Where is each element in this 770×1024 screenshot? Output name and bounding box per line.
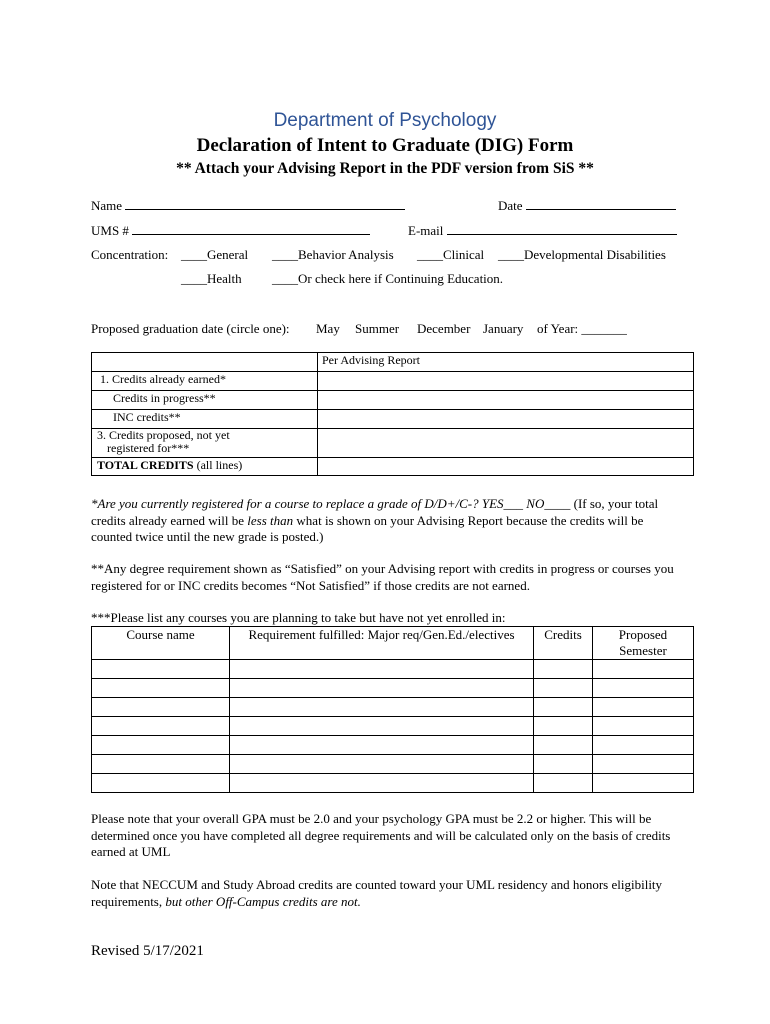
table-cell[interactable] — [593, 698, 694, 717]
email-field[interactable] — [408, 223, 677, 239]
table-cell[interactable] — [593, 660, 694, 679]
table-cell[interactable] — [230, 755, 534, 774]
table-row — [92, 774, 694, 793]
email-line[interactable] — [447, 224, 677, 235]
table-cell[interactable] — [230, 660, 534, 679]
table-cell[interactable] — [593, 755, 694, 774]
date-line[interactable] — [526, 199, 676, 210]
table-row — [92, 391, 694, 410]
note1-text-b: what is shown on your Advising Report because the credits will be counted twice until the new grade is posted.) — [91, 512, 644, 544]
name-label: Name — [91, 198, 123, 213]
table-row — [92, 458, 694, 476]
name-line[interactable] — [125, 199, 405, 210]
table-row — [92, 717, 694, 736]
table-cell[interactable] — [230, 679, 534, 698]
form-subtitle: ** Attach your Advising Report in the PDF version from SiS ** — [176, 160, 594, 177]
credits-row-value[interactable] — [318, 429, 694, 458]
table-cell[interactable] — [230, 717, 534, 736]
email-label: E-mail — [408, 223, 444, 238]
ums-line[interactable] — [132, 224, 370, 235]
term-may[interactable]: May — [316, 321, 340, 336]
year-label: of Year: — [537, 321, 579, 336]
credits-row-label: INC credits** — [92, 410, 318, 429]
col-proposed: Proposed — [618, 627, 668, 642]
col-requirement: Requirement fulfilled: Major req/Gen.Ed./electives — [230, 627, 534, 660]
total-credits-label — [92, 458, 318, 476]
form-title: Declaration of Intent to Graduate (DIG) Form — [196, 135, 574, 156]
name-field[interactable] — [91, 198, 405, 214]
table-cell[interactable] — [534, 717, 593, 736]
table-cell[interactable] — [593, 717, 694, 736]
table-cell[interactable] — [534, 736, 593, 755]
table-cell[interactable] — [230, 736, 534, 755]
concentration-health[interactable]: ____Health — [181, 271, 242, 286]
table-cell[interactable] — [534, 774, 593, 793]
table-cell[interactable] — [92, 736, 230, 755]
credits-row-label — [92, 429, 318, 458]
table-cell[interactable] — [593, 679, 694, 698]
table-row — [92, 698, 694, 717]
table-cell[interactable] — [92, 774, 230, 793]
total-credits-rest: (all lines) — [196, 458, 243, 472]
table-cell[interactable] — [593, 774, 694, 793]
term-january[interactable]: January — [483, 321, 524, 336]
table-cell[interactable] — [92, 698, 230, 717]
note1-question: *Are you currently registered for a course to replace a grade of D/D+/C-? — [91, 496, 479, 511]
col-credits: Credits — [534, 627, 593, 660]
credits-row-label-line1: 3. Credits proposed, not yet — [97, 428, 230, 442]
table-row — [92, 736, 694, 755]
ums-field[interactable] — [91, 223, 370, 239]
table-cell[interactable] — [534, 698, 593, 717]
concentration-label: Concentration: — [91, 247, 169, 262]
table-row — [92, 755, 694, 774]
credits-header: Per Advising Report — [318, 353, 694, 372]
date-label: Date — [498, 198, 523, 213]
table-cell[interactable] — [534, 755, 593, 774]
table-cell[interactable] — [534, 660, 593, 679]
table-row — [92, 660, 694, 679]
col-course-name: Course name — [92, 627, 230, 660]
neccum-italic: but other Off-Campus credits are not. — [165, 893, 361, 909]
revised-date: Revised 5/17/2021 — [91, 943, 204, 959]
note1-text-a: (If so, your total credits already earned will be — [91, 496, 659, 528]
credits-row-value[interactable] — [318, 391, 694, 410]
total-credits-value[interactable] — [318, 458, 694, 476]
note1-less-than: less than — [247, 512, 294, 528]
table-cell[interactable] — [593, 736, 694, 755]
year-blank[interactable]: _______ — [581, 321, 627, 336]
concentration-clinical[interactable]: ____Clinical — [417, 247, 485, 262]
table-cell[interactable] — [92, 755, 230, 774]
table-cell[interactable] — [230, 774, 534, 793]
credits-row-value[interactable] — [318, 410, 694, 429]
table-cell[interactable] — [534, 679, 593, 698]
gpa-note: Please note that your overall GPA must be 2.0 and your psychology GPA must be 2.2 or higher. This will be determined once you have completed all degree requirements and will be calculated only on the basis of credits earned at UML — [91, 811, 671, 859]
date-field[interactable] — [498, 198, 676, 214]
department-heading: Department of Psychology — [273, 110, 497, 131]
credits-row-label: 1. Credits already earned* — [92, 372, 318, 391]
table-cell[interactable] — [230, 698, 534, 717]
note1-yes-no[interactable]: YES___ NO____ — [481, 496, 571, 511]
table-row — [92, 679, 694, 698]
credits-row-value[interactable] — [318, 372, 694, 391]
note-satisfied: **Any degree requirement shown as “Satisfied” on your Advising report with credits in progress or courses you registered for or INC credits becomes “Not Satisfied” if those credits are not earned. — [91, 561, 674, 593]
graduation-label: Proposed graduation date (circle one): — [91, 321, 290, 336]
col-semester: Semester — [619, 643, 667, 658]
table-cell[interactable] — [92, 679, 230, 698]
table-row — [92, 429, 694, 458]
table-row — [92, 372, 694, 391]
concentration-developmental[interactable]: ____Developmental Disabilities — [498, 247, 666, 262]
term-summer[interactable]: Summer — [355, 321, 400, 336]
col-proposed-semester — [593, 627, 694, 660]
note-replacement-grade — [91, 496, 681, 546]
term-december[interactable]: December — [417, 321, 471, 336]
credits-row-label-line2: registered for*** — [107, 441, 190, 455]
table-cell[interactable] — [92, 717, 230, 736]
total-credits-bold: TOTAL CREDITS — [97, 458, 194, 472]
graduation-year[interactable] — [537, 321, 627, 337]
note-planned-courses: ***Please list any courses you are planning to take but have not yet enrolled in: — [91, 610, 506, 625]
credits-table — [91, 352, 694, 476]
ums-label: UMS # — [91, 223, 129, 238]
credits-header-empty — [92, 353, 318, 372]
concentration-general[interactable]: ____General — [181, 247, 249, 262]
credits-row-label: Credits in progress** — [92, 391, 318, 410]
concentration-continuing-ed[interactable]: ____Or check here if Continuing Education. — [272, 271, 504, 286]
table-cell[interactable] — [92, 660, 230, 679]
concentration-behavior-analysis[interactable]: ____Behavior Analysis — [272, 247, 394, 262]
courses-table — [91, 626, 694, 793]
neccum-note — [91, 877, 691, 910]
neccum-text: Note that NECCUM and Study Abroad credits are counted toward your UML residency and honors eligibility requirements, — [91, 877, 663, 909]
table-row — [92, 410, 694, 429]
